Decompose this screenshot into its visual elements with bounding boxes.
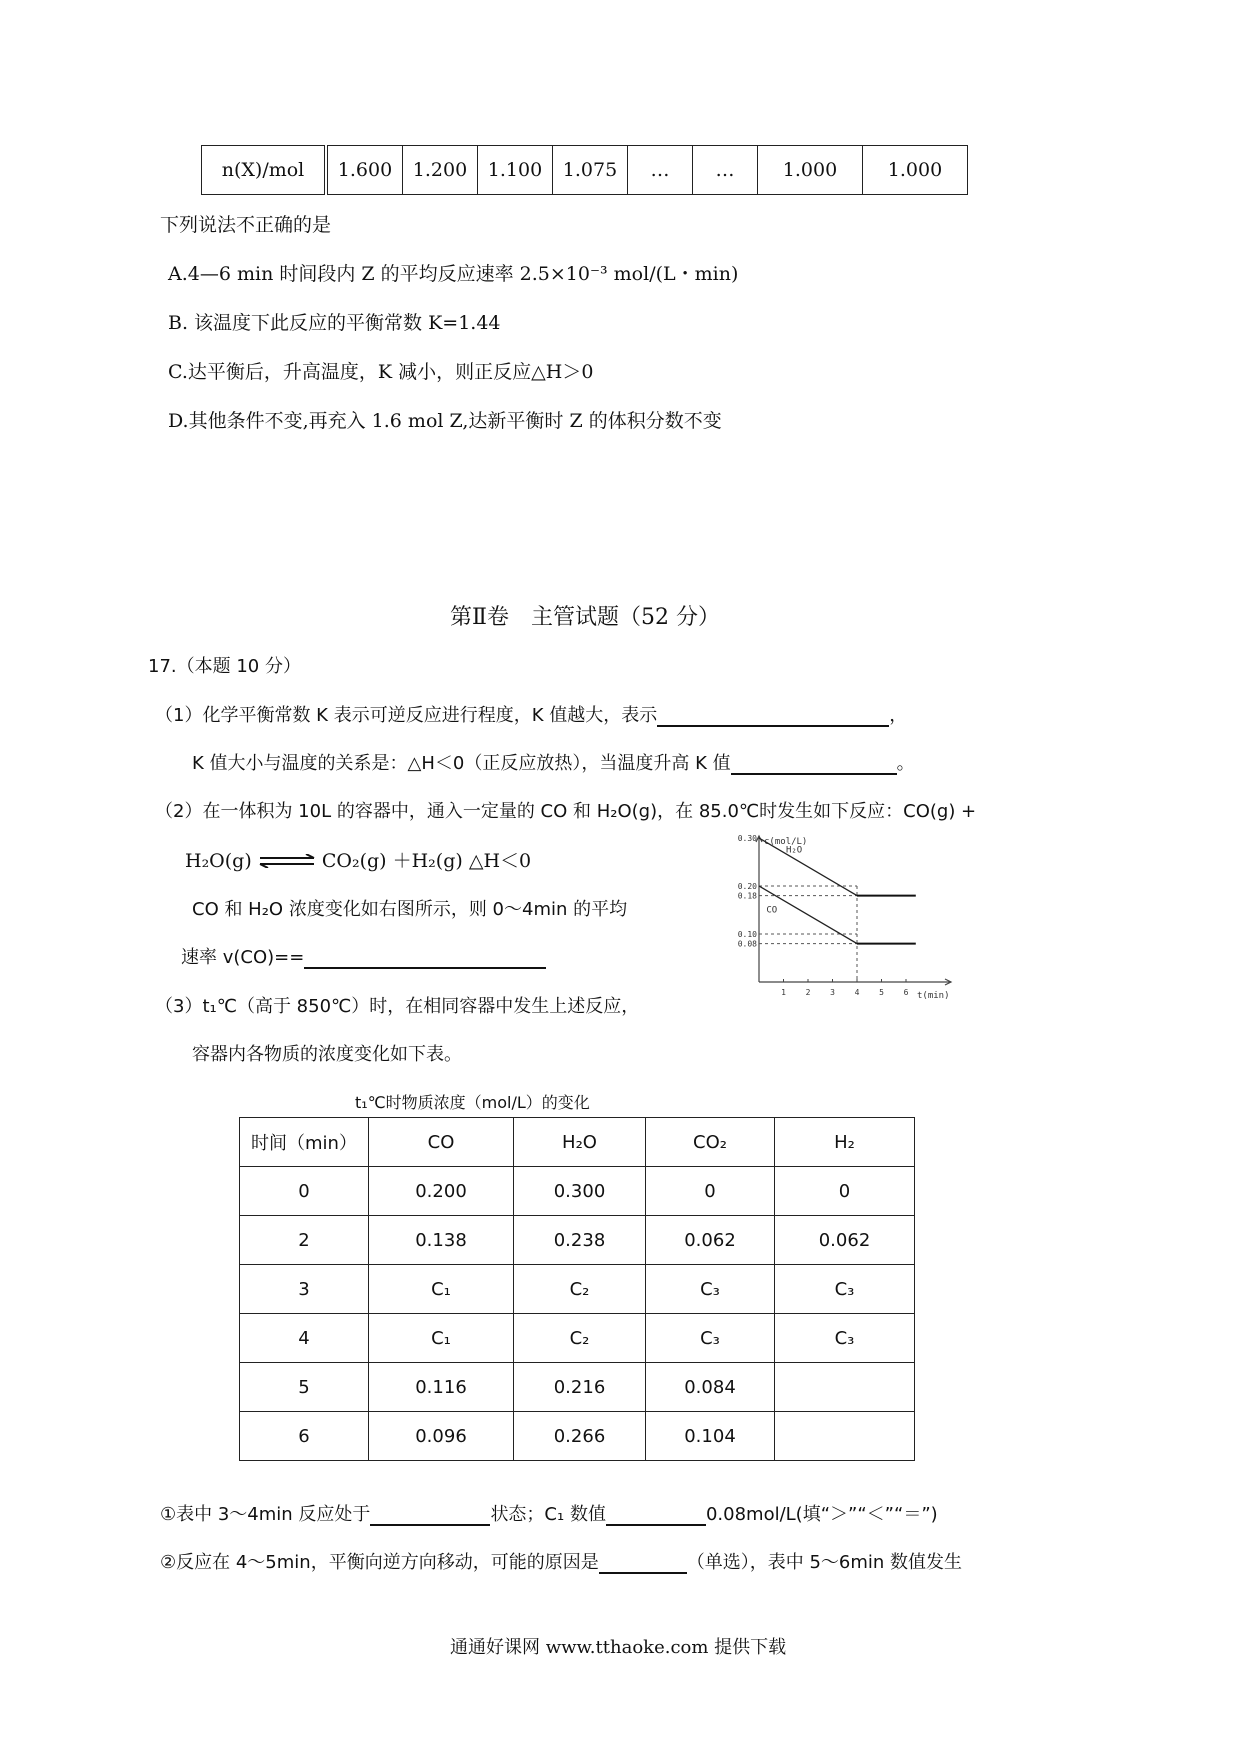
x-axis-label: t(min) [917,991,950,1001]
table-row [240,1314,915,1363]
q17-part2-line1: （2）在一体积为 10L 的容器中，通入一定量的 CO 和 H₂O(g)，在 85.0℃时发生如下反应：CO(g) + [155,801,977,822]
table-cell: C₃ [775,1314,915,1363]
q17-part1-line1 [155,701,907,727]
q17-part2-line3: CO 和 H₂O 浓度变化如右图所示，则 0～4min 的平均 [192,899,628,920]
answer-blank[interactable] [304,947,546,969]
table-header-cell: 时间（min） [240,1118,369,1167]
x-tick-label: 5 [879,988,884,997]
answer-blank[interactable] [657,705,889,727]
x-tick-label: 4 [854,988,860,997]
question17-header: 17.（本题 10 分） [148,656,301,677]
h2o-series-label: H₂O [785,845,803,856]
table-cell: 0.138 [369,1216,514,1265]
q17-sub2 [160,1548,962,1574]
table-cell: C₃ [646,1314,775,1363]
table-cell: 5 [240,1363,369,1412]
table-header-cell: CO [369,1118,514,1167]
table-cell: C₃ [646,1265,775,1314]
q17-rate-text: 速率 v(CO)== [181,947,305,968]
q17-part1-punct: ， [889,705,908,726]
table-cell: 0.084 [646,1363,775,1412]
page-footer: 通通好课网 www.tthaoke.com 提供下载 [450,1637,787,1658]
table-cell: 0.116 [369,1363,514,1412]
answer-blank[interactable] [370,1504,490,1526]
table-cell: 1.100 [478,146,553,195]
table-row [240,1363,915,1412]
table-cell [775,1412,915,1461]
answer-blank[interactable] [606,1504,706,1526]
table-cell: 0.216 [514,1363,646,1412]
table-cell: 0 [646,1167,775,1216]
q17-part1-text2: K 值大小与温度的关系是：△H＜0（正反应放热），当温度升高 K 值 [192,753,731,774]
q17-sub1 [160,1500,938,1526]
q17-part3-line2: 容器内各物质的浓度变化如下表。 [192,1044,462,1065]
x-amount-table [201,145,968,195]
section-title: 第Ⅱ卷 主管试题（52 分） [450,605,720,630]
table-cell: 0.300 [514,1167,646,1216]
table-cell [775,1363,915,1412]
table-cell: 1.200 [403,146,478,195]
table-row [240,1412,915,1461]
q17-part1-line2 [192,749,915,775]
table-cell: 0.200 [369,1167,514,1216]
table-cell: C₂ [514,1314,646,1363]
table-cell: 0.104 [646,1412,775,1461]
y-axis-label: c(mol/L) [764,837,808,847]
table-row [240,1265,915,1314]
table-cell: 0.238 [514,1216,646,1265]
equation-right: CO₂(g) ＋H₂(g) △H＜0 [321,850,532,872]
y-tick-label: 0.30 [737,834,757,843]
table-caption: t₁℃时物质浓度（mol/L）的变化 [355,1093,590,1112]
x-tick-label: 2 [805,988,811,997]
q17-equation [185,846,531,873]
table-row [240,1216,915,1265]
option-a: A.4—6 min 时间段内 Z 的平均反应速率 2.5×10⁻³ mol/(L・min) [168,263,739,285]
option-c: C.达平衡后，升高温度，K 减小，则正反应△H＞0 [168,361,594,383]
q17-part1-punct2: 。 [896,753,915,774]
table-cell: n(X)/mol [202,146,327,195]
table-header-cell: CO₂ [646,1118,775,1167]
table-cell: 1.000 [758,146,863,195]
table-header-cell: H₂O [514,1118,646,1167]
table-cell: 1.075 [553,146,628,195]
x-tick-label: 6 [903,988,909,997]
co-series-label: CO [766,905,778,916]
table-cell: 1.600 [326,146,403,195]
equation-left: H₂O(g) [185,850,252,872]
table-cell: 4 [240,1314,369,1363]
table-cell: 0 [775,1167,915,1216]
table-header-row [240,1118,915,1167]
table-cell: 6 [240,1412,369,1461]
table-cell: 3 [240,1265,369,1314]
table-cell: 0 [240,1167,369,1216]
option-b: B. 该温度下此反应的平衡常数 K=1.44 [168,312,501,334]
q17-sub2-text-a: ②反应在 4～5min，平衡向逆方向移动，可能的原因是 [160,1552,599,1573]
q17-part1-text: （1）化学平衡常数 K 表示可逆反应进行程度，K 值越大，表示 [155,705,658,726]
table-cell: … [628,146,693,195]
table-row [240,1167,915,1216]
question16-stem: 下列说法不正确的是 [160,214,332,236]
y-tick-label: 0.18 [737,891,757,901]
equilibrium-arrow-icon [258,851,316,873]
table-cell: 2 [240,1216,369,1265]
table-cell: … [693,146,758,195]
option-d: D.其他条件不变,再充入 1.6 mol Z,达新平衡时 Z 的体积分数不变 [168,410,722,432]
table-cell: 0.266 [514,1412,646,1461]
y-tick-label: 0.10 [737,930,757,939]
table-cell: C₂ [514,1265,646,1314]
table-cell: 0.096 [369,1412,514,1461]
q17-sub1-text-a: ①表中 3～4min 反应处于 [160,1504,371,1525]
table-cell: C₁ [369,1265,514,1314]
table-cell: 0.062 [775,1216,915,1265]
q17-part2-line4 [181,943,546,969]
concentration-table [239,1117,915,1461]
q17-sub1-text-c: 0.08mol/L(填“＞”“＜”“＝”) [705,1504,938,1525]
y-tick-label: 0.08 [737,939,757,949]
table-row [202,146,968,195]
answer-blank[interactable] [731,753,897,775]
q17-sub1-text-b: 状态；C₁ 数值 [490,1504,606,1525]
q17-sub2-text-b: （单选），表中 5～6min 数值发生 [686,1552,963,1573]
answer-blank[interactable] [599,1552,687,1574]
table-cell: 1.000 [863,146,968,195]
x-tick-label: 3 [830,988,835,997]
x-tick-label: 1 [781,988,786,997]
table-cell: C₁ [369,1314,514,1363]
table-cell: 0.062 [646,1216,775,1265]
y-tick-label: 0.20 [737,882,757,891]
q17-part3-line1: （3）t₁℃（高于 850℃）时，在相同容器中发生上述反应， [155,996,640,1017]
table-header-cell: H₂ [775,1118,915,1167]
table-cell: C₃ [775,1265,915,1314]
concentration-graph [715,830,960,1005]
